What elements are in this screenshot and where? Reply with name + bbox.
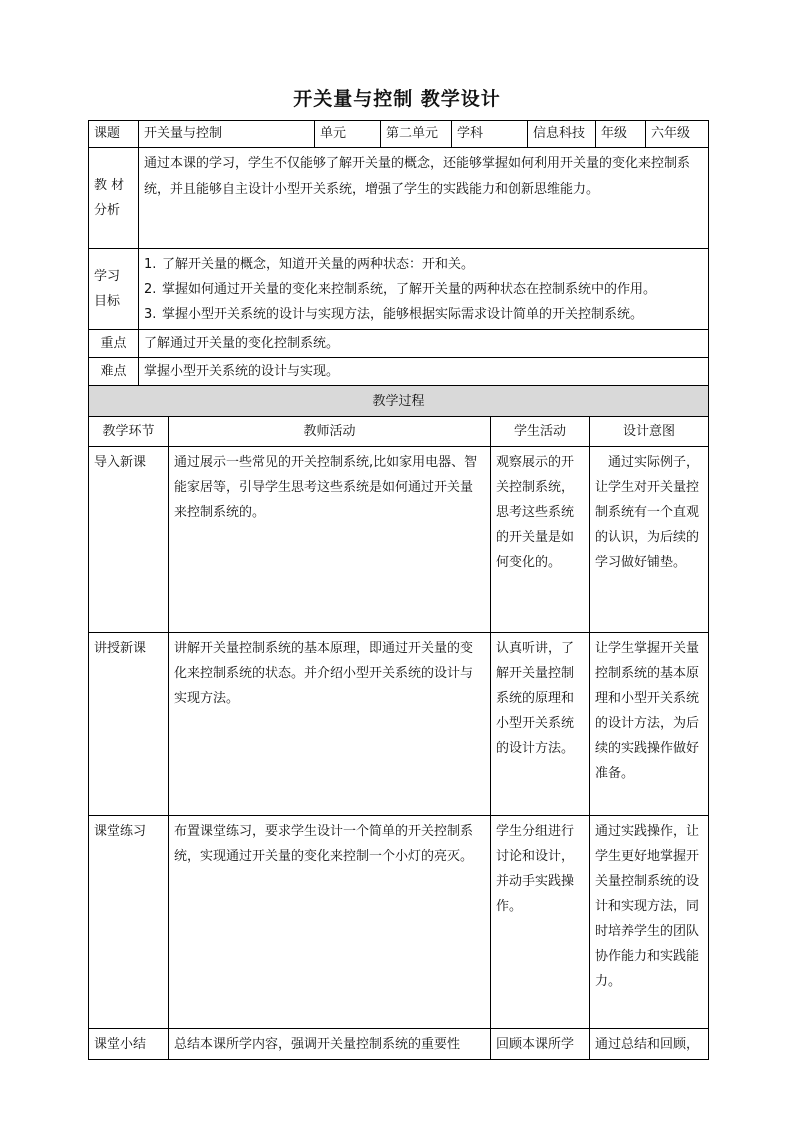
stage-cell: 课堂练习 <box>89 816 169 1029</box>
table-row <box>89 633 709 816</box>
topic-value: 开关量与控制 <box>139 121 315 148</box>
teacher-activity-cell: 讲解开关量控制系统的基本原理，即通过开关量的变化来控制系统的状态。并介绍小型开关系统的设计与实现方法。 <box>169 633 491 816</box>
subject-value: 信息科技 <box>528 121 596 148</box>
unit-label: 单元 <box>315 121 381 148</box>
student-activity-cell: 观察展示的开关控制系统，思考这些系统的开关量是如何变化的。 <box>491 447 590 633</box>
teacher-activity-cell: 总结本课所学内容，强调开关量控制系统的重要性 <box>169 1029 491 1060</box>
column-header-stage: 教学环节 <box>89 417 169 447</box>
design-intent-cell: 让学生掌握开关量控制系统的基本原理和小型开关系统的设计方法，为后续的实践操作做好准备。 <box>590 633 709 816</box>
process-header: 教学过程 <box>89 386 709 417</box>
table-row <box>89 447 709 633</box>
objective-item: 1. 了解开关量的概念，知道开关量的两种状态：开和关。 <box>144 257 475 272</box>
student-activity-cell: 回顾本课所学 <box>491 1029 590 1060</box>
student-activity-cell: 学生分组进行讨论和设计，并动手实践操作。 <box>491 816 590 1029</box>
page-title: 开关量与控制 教学设计 <box>293 88 501 110</box>
grade-label: 年级 <box>596 121 646 148</box>
objective-item: 2. 掌握如何通过开关量的变化来控制系统，了解开关量的两种状态在控制系统中的作用。 <box>144 282 657 297</box>
column-header-student: 学生活动 <box>491 417 590 447</box>
key-point-label: 重点 <box>89 330 139 358</box>
student-activity-cell: 认真听讲，了解开关量控制系统的原理和小型开关系统的设计方法。 <box>491 633 590 816</box>
objectives-label: 学习 目标 <box>89 249 139 330</box>
topic-label: 课题 <box>89 121 139 148</box>
stage-cell: 导入新课 <box>89 447 169 633</box>
unit-value: 第二单元 <box>381 121 452 148</box>
column-header-teacher: 教师活动 <box>169 417 491 447</box>
material-analysis-label: 教 材 分析 <box>89 148 139 249</box>
lesson-info-table <box>88 120 709 386</box>
design-intent-cell: 通过总结和回顾， <box>590 1029 709 1060</box>
difficulty-label: 难点 <box>89 358 139 386</box>
material-analysis-text: 通过本课的学习，学生不仅能够了解开关量的概念，还能够掌握如何利用开关量的变化来控制系统，并且能够自主设计小型开关系统，增强了学生的实践能力和创新思维能力。 <box>139 148 709 249</box>
design-intent-cell: 通过实际例子，让学生对开关量控制系统有一个直观的认识，为后续的学习做好铺垫。 <box>590 447 709 633</box>
difficulty-text: 掌握小型开关系统的设计与实现。 <box>139 358 709 386</box>
column-header-intent: 设计意图 <box>590 417 709 447</box>
grade-value: 六年级 <box>646 121 709 148</box>
table-row <box>89 1029 709 1060</box>
objectives-list <box>139 249 709 330</box>
stage-cell: 课堂小结 <box>89 1029 169 1060</box>
design-intent-cell: 通过实践操作，让学生更好地掌握开关量控制系统的设计和实现方法，同时培养学生的团队协作能力和实践能力。 <box>590 816 709 1029</box>
teacher-activity-cell: 布置课堂练习，要求学生设计一个简单的开关控制系统，实现通过开关量的变化来控制一个小灯的亮灭。 <box>169 816 491 1029</box>
teaching-process-table <box>88 385 709 1060</box>
stage-cell: 讲授新课 <box>89 633 169 816</box>
teacher-activity-cell: 通过展示一些常见的开关控制系统,比如家用电器、智能家居等，引导学生思考这些系统是如何通过开关量来控制系统的。 <box>169 447 491 633</box>
subject-label: 学科 <box>452 121 528 148</box>
objective-item: 3. 掌握小型开关系统的设计与实现方法，能够根据实际需求设计简单的开关控制系统。 <box>144 307 644 322</box>
key-point-text: 了解通过开关量的变化控制系统。 <box>139 330 709 358</box>
table-row <box>89 816 709 1029</box>
